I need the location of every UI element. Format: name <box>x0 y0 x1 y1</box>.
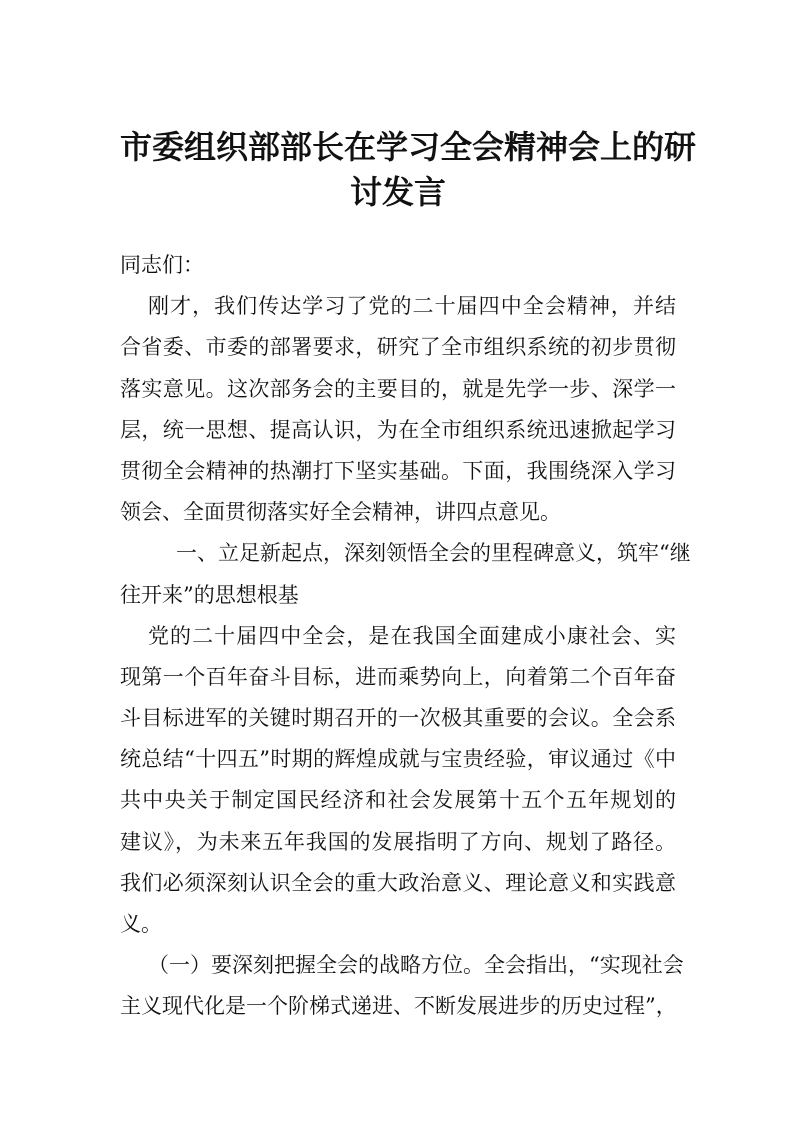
text-line: 往开来”的思想根基 <box>120 582 299 607</box>
paragraph-subsection-1 <box>120 945 684 1027</box>
document-body <box>120 245 691 1028</box>
text-line: 层，统一思想、提高认识，为在全市组织系统迅速掀起学习 <box>120 417 676 442</box>
text-line: 现第一个百年奋斗目标，进而乘势向上，向着第二个百年奋 <box>120 664 676 689</box>
text-line: 落实意见。这次部务会的主要目的，就是先学一步、深学一 <box>120 376 676 401</box>
title-line: 讨发言 <box>349 173 446 211</box>
paragraph-intro <box>120 286 676 533</box>
text-line: 义。 <box>120 912 162 936</box>
text-line: 主义现代化是一个阶梯式递进、不断发展进步的历史过程”， <box>120 994 677 1019</box>
text-line: 一、立足新起点，深刻领悟全会的里程碑意义，筑牢“继 <box>176 541 691 566</box>
text-line: 建议》，为未来五年我国的发展指明了方向、规划了路径。 <box>120 829 676 854</box>
text-line: 共中央关于制定国民经济和社会发展第十五个五年规划的 <box>120 788 676 813</box>
document-title <box>120 125 697 215</box>
text-line: 合省委、市委的部署要求，研究了全市组织系统的初步贯彻 <box>120 335 676 360</box>
text-line: 统总结“十四五”时期的辉煌成就与宝贵经验，审议通过《中 <box>120 747 676 772</box>
section-heading-1 <box>120 533 691 615</box>
text-line: 我们必须深刻认识全会的重大政治意义、理论意义和实践意 <box>120 870 676 895</box>
title-line: 市委组织部部长在学习全会精神会上的研 <box>120 128 697 166</box>
greeting: 同志们： <box>120 253 204 277</box>
text-line: 刚才，我们传达学习了党的二十届四中全会精神，并结 <box>148 294 676 319</box>
text-line: 斗目标进军的关键时期召开的一次极其重要的会议。全会系 <box>120 706 676 731</box>
text-line: 贯彻全会精神的热潮打下坚实基础。下面，我围绕深入学习 <box>120 458 676 483</box>
text-line: 党的二十届四中全会，是在我国全面建成小康社会、实 <box>148 623 676 648</box>
text-line: 领会、全面贯彻落实好全会精神，讲四点意见。 <box>120 500 561 525</box>
paragraph-section-1 <box>120 616 676 946</box>
text-line: （一）要深刻把握全会的战略方位。全会指出，“实现社会 <box>148 953 684 978</box>
